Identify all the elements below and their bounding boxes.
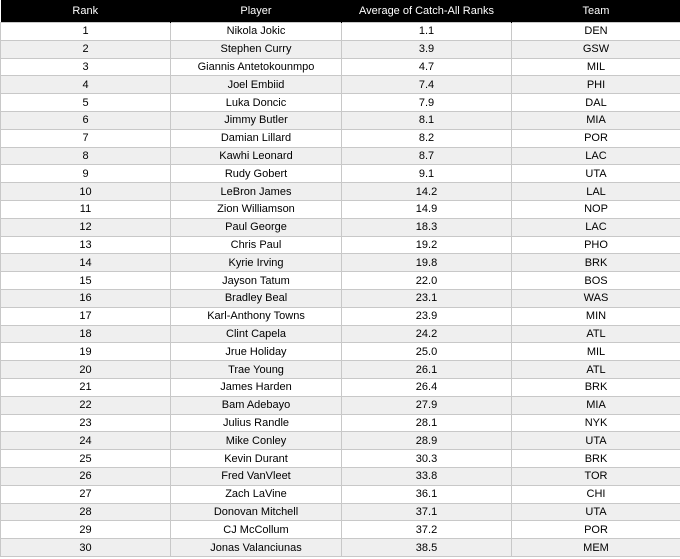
cell-team: UTA: [512, 165, 680, 183]
cell-rank: 29: [1, 521, 171, 539]
cell-rank: 24: [1, 432, 171, 450]
cell-team: UTA: [512, 432, 680, 450]
cell-player: Trae Young: [171, 361, 342, 379]
table-row: [1, 272, 680, 290]
cell-team: MIA: [512, 396, 680, 414]
cell-player: Jimmy Butler: [171, 111, 342, 129]
cell-average-rank: 4.7: [342, 58, 512, 76]
cell-average-rank: 7.4: [342, 76, 512, 94]
cell-player: Luka Doncic: [171, 94, 342, 112]
cell-rank: 23: [1, 414, 171, 432]
cell-team: NYK: [512, 414, 680, 432]
cell-player: Clint Capela: [171, 325, 342, 343]
cell-rank: 4: [1, 76, 171, 94]
cell-rank: 20: [1, 361, 171, 379]
cell-rank: 11: [1, 200, 171, 218]
cell-rank: 5: [1, 94, 171, 112]
cell-team: BRK: [512, 450, 680, 468]
table-row: [1, 218, 680, 236]
cell-team: POR: [512, 521, 680, 539]
cell-average-rank: 22.0: [342, 272, 512, 290]
cell-team: LAC: [512, 147, 680, 165]
cell-player: Nikola Jokic: [171, 23, 342, 41]
cell-rank: 1: [1, 23, 171, 41]
header-player: Player: [171, 0, 342, 23]
cell-average-rank: 24.2: [342, 325, 512, 343]
cell-average-rank: 19.8: [342, 254, 512, 272]
cell-team: MIL: [512, 58, 680, 76]
cell-team: MIA: [512, 111, 680, 129]
table-row: [1, 289, 680, 307]
cell-rank: 15: [1, 272, 171, 290]
table-row: [1, 396, 680, 414]
cell-rank: 17: [1, 307, 171, 325]
cell-player: Mike Conley: [171, 432, 342, 450]
cell-average-rank: 14.2: [342, 183, 512, 201]
cell-team: GSW: [512, 40, 680, 58]
cell-team: DAL: [512, 94, 680, 112]
cell-average-rank: 8.1: [342, 111, 512, 129]
header-rank: Rank: [1, 0, 171, 23]
table-body: [1, 23, 680, 557]
cell-team: CHI: [512, 485, 680, 503]
cell-team: BRK: [512, 378, 680, 396]
cell-average-rank: 8.2: [342, 129, 512, 147]
cell-player: Bradley Beal: [171, 289, 342, 307]
cell-team: MIN: [512, 307, 680, 325]
cell-team: BRK: [512, 254, 680, 272]
cell-average-rank: 37.2: [342, 521, 512, 539]
table-row: [1, 111, 680, 129]
cell-average-rank: 19.2: [342, 236, 512, 254]
cell-team: NOP: [512, 200, 680, 218]
cell-average-rank: 25.0: [342, 343, 512, 361]
cell-team: ATL: [512, 361, 680, 379]
table-row: [1, 503, 680, 521]
cell-team: TOR: [512, 467, 680, 485]
cell-player: CJ McCollum: [171, 521, 342, 539]
cell-average-rank: 27.9: [342, 396, 512, 414]
cell-player: Karl-Anthony Towns: [171, 307, 342, 325]
table-row: [1, 361, 680, 379]
cell-player: Julius Randle: [171, 414, 342, 432]
table-row: [1, 307, 680, 325]
cell-rank: 6: [1, 111, 171, 129]
cell-rank: 13: [1, 236, 171, 254]
cell-rank: 27: [1, 485, 171, 503]
table-row: [1, 378, 680, 396]
cell-average-rank: 8.7: [342, 147, 512, 165]
header-team: Team: [512, 0, 680, 23]
cell-player: Kawhi Leonard: [171, 147, 342, 165]
cell-player: Paul George: [171, 218, 342, 236]
cell-player: Giannis Antetokounmpo: [171, 58, 342, 76]
table-row: [1, 485, 680, 503]
cell-player: Bam Adebayo: [171, 396, 342, 414]
cell-player: Joel Embiid: [171, 76, 342, 94]
cell-average-rank: 23.9: [342, 307, 512, 325]
cell-rank: 18: [1, 325, 171, 343]
cell-rank: 25: [1, 450, 171, 468]
table-row: [1, 467, 680, 485]
table-row: [1, 539, 680, 557]
cell-average-rank: 1.1: [342, 23, 512, 41]
cell-team: LAL: [512, 183, 680, 201]
cell-average-rank: 30.3: [342, 450, 512, 468]
cell-average-rank: 38.5: [342, 539, 512, 557]
table-row: [1, 183, 680, 201]
table-row: [1, 236, 680, 254]
table-row: [1, 254, 680, 272]
table-row: [1, 450, 680, 468]
cell-rank: 30: [1, 539, 171, 557]
cell-rank: 8: [1, 147, 171, 165]
table-row: [1, 58, 680, 76]
header-average-rank: Average of Catch-All Ranks: [342, 0, 512, 23]
cell-team: MEM: [512, 539, 680, 557]
cell-player: Damian Lillard: [171, 129, 342, 147]
cell-average-rank: 23.1: [342, 289, 512, 307]
cell-average-rank: 9.1: [342, 165, 512, 183]
cell-average-rank: 33.8: [342, 467, 512, 485]
table-row: [1, 147, 680, 165]
cell-player: Kevin Durant: [171, 450, 342, 468]
cell-rank: 28: [1, 503, 171, 521]
cell-average-rank: 7.9: [342, 94, 512, 112]
table-row: [1, 521, 680, 539]
cell-rank: 22: [1, 396, 171, 414]
cell-player: Jrue Holiday: [171, 343, 342, 361]
table-row: [1, 40, 680, 58]
cell-rank: 9: [1, 165, 171, 183]
table-row: [1, 23, 680, 41]
cell-player: LeBron James: [171, 183, 342, 201]
cell-average-rank: 26.1: [342, 361, 512, 379]
table-row: [1, 76, 680, 94]
cell-rank: 16: [1, 289, 171, 307]
cell-team: ATL: [512, 325, 680, 343]
cell-player: Donovan Mitchell: [171, 503, 342, 521]
cell-rank: 21: [1, 378, 171, 396]
table-row: [1, 200, 680, 218]
cell-player: Jonas Valanciunas: [171, 539, 342, 557]
cell-team: MIL: [512, 343, 680, 361]
cell-team: POR: [512, 129, 680, 147]
cell-rank: 19: [1, 343, 171, 361]
cell-team: PHI: [512, 76, 680, 94]
cell-average-rank: 3.9: [342, 40, 512, 58]
cell-player: Kyrie Irving: [171, 254, 342, 272]
cell-rank: 14: [1, 254, 171, 272]
cell-rank: 3: [1, 58, 171, 76]
cell-rank: 10: [1, 183, 171, 201]
cell-player: Jayson Tatum: [171, 272, 342, 290]
cell-rank: 26: [1, 467, 171, 485]
cell-player: James Harden: [171, 378, 342, 396]
table-row: [1, 414, 680, 432]
cell-rank: 2: [1, 40, 171, 58]
table-row: [1, 432, 680, 450]
cell-player: Stephen Curry: [171, 40, 342, 58]
cell-average-rank: 26.4: [342, 378, 512, 396]
cell-average-rank: 28.9: [342, 432, 512, 450]
cell-team: BOS: [512, 272, 680, 290]
cell-team: DEN: [512, 23, 680, 41]
cell-rank: 7: [1, 129, 171, 147]
cell-team: WAS: [512, 289, 680, 307]
cell-player: Rudy Gobert: [171, 165, 342, 183]
table-row: [1, 165, 680, 183]
cell-average-rank: 36.1: [342, 485, 512, 503]
table-row: [1, 94, 680, 112]
cell-player: Fred VanVleet: [171, 467, 342, 485]
cell-team: UTA: [512, 503, 680, 521]
cell-player: Zach LaVine: [171, 485, 342, 503]
cell-average-rank: 14.9: [342, 200, 512, 218]
cell-player: Chris Paul: [171, 236, 342, 254]
cell-average-rank: 28.1: [342, 414, 512, 432]
cell-team: PHO: [512, 236, 680, 254]
table-row: [1, 343, 680, 361]
table-row: [1, 325, 680, 343]
cell-average-rank: 18.3: [342, 218, 512, 236]
header-row: [1, 0, 680, 23]
cell-rank: 12: [1, 218, 171, 236]
cell-team: LAC: [512, 218, 680, 236]
table-row: [1, 129, 680, 147]
cell-average-rank: 37.1: [342, 503, 512, 521]
cell-player: Zion Williamson: [171, 200, 342, 218]
